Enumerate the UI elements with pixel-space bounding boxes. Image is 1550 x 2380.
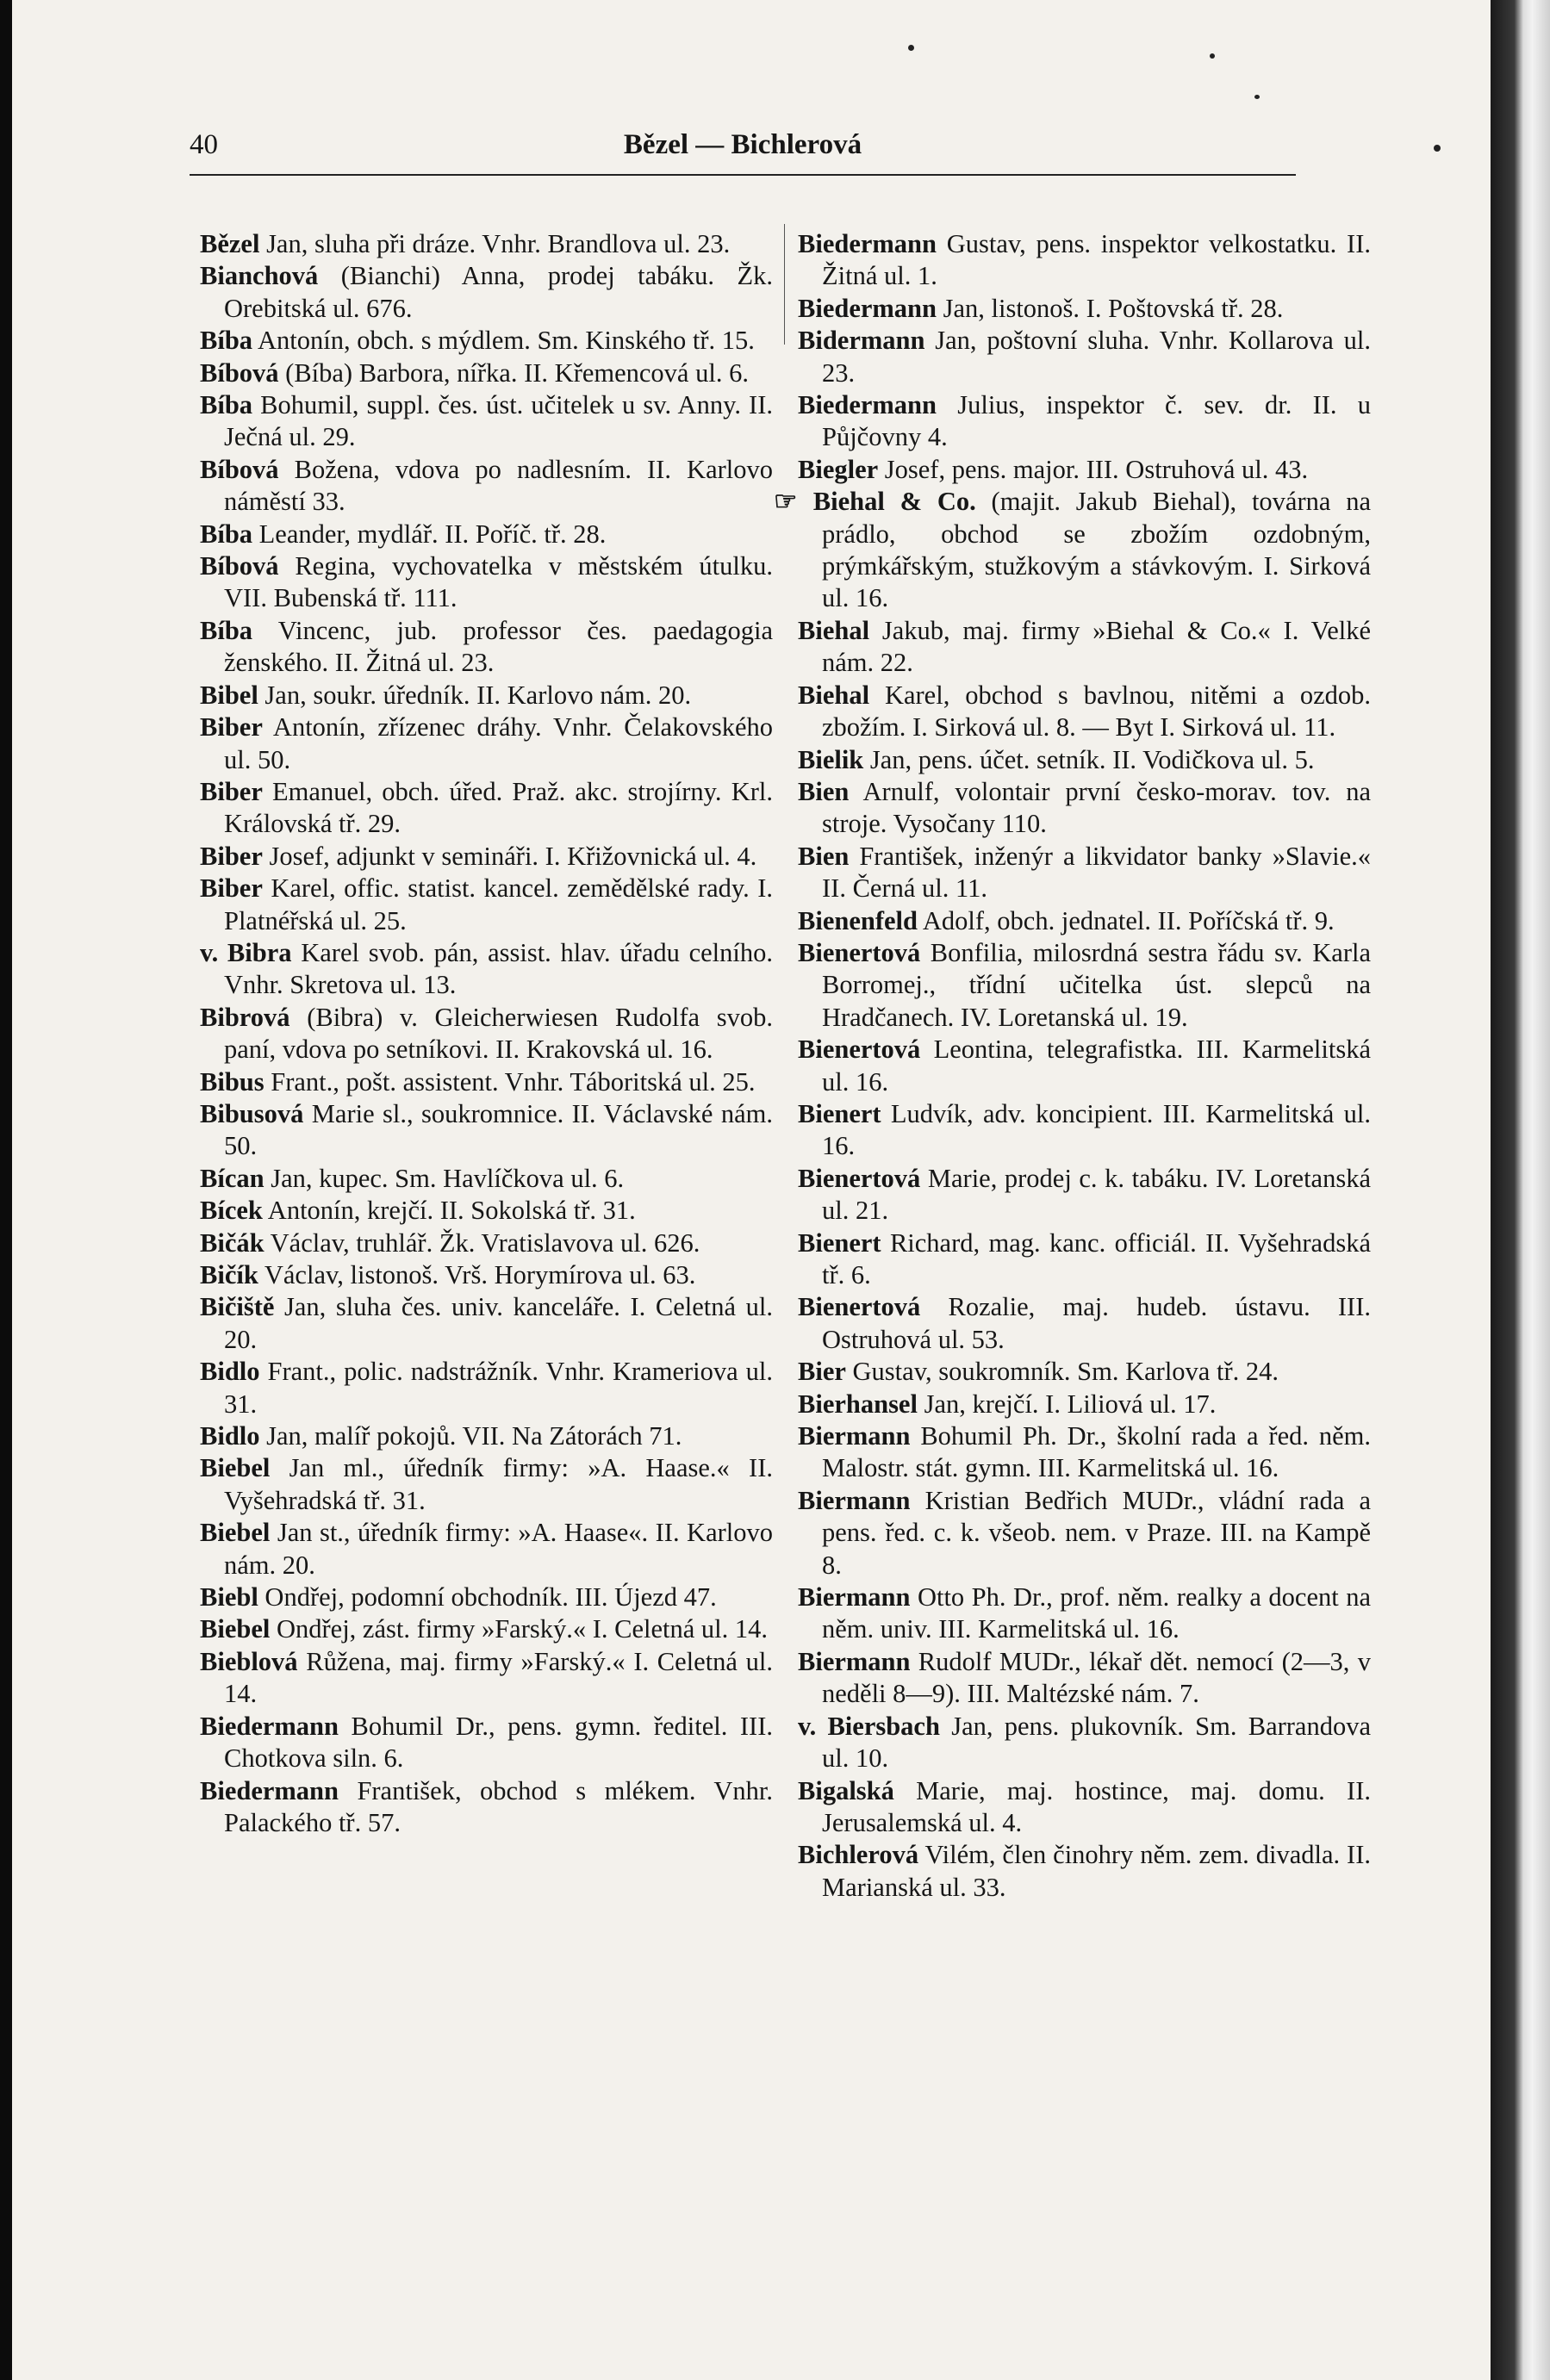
page-number: 40 [190,129,218,160]
directory-entry [798,1227,1371,1292]
entry-details: Rudolf MUDr., lékař dět. nemocí (2—3, v neděli 8—9). III. Maltézské nám. 7. [822,1646,1371,1709]
directory-entry [200,1227,773,1259]
entry-name: Biehal [798,680,870,710]
entry-details: Jan, soukr. úředník. II. Karlovo nám. 20. [258,680,692,710]
directory-entry [798,1356,1371,1388]
directory-entry [798,1098,1371,1163]
entry-details: Rozalie, maj. hudeb. ústavu. III. Ostruhová ul. 53. [822,1292,1371,1354]
right-column [774,228,1371,1904]
directory-entry [200,1775,773,1840]
entry-details: (Bianchi) Anna, prodej tabáku. Žk. Orebitská ul. 676. [224,261,773,323]
entry-name: Bichlerová [798,1840,919,1870]
entry-details: Leontina, telegrafistka. III. Karmelitská ul. 16. [822,1035,1371,1097]
entry-details: Emanuel, obch. úřed. Praž. akc. strojírny. Krl. Královská tř. 29. [224,776,773,839]
directory-entry [200,228,773,260]
directory-entry [200,1452,773,1517]
left-column [200,228,773,1839]
directory-entry [200,454,773,519]
directory-entry [200,357,773,389]
entry-name: Bidlo [200,1421,260,1451]
entry-details: Antonín, zřízenec dráhy. Vnhr. Čelakovského ul. 50. [224,712,773,774]
directory-entry [798,1711,1371,1775]
entry-details: Jan, krejčí. I. Liliová ul. 17. [917,1389,1217,1419]
directory-entry [200,1613,773,1645]
entry-name: v. Biersbach [798,1711,940,1741]
entry-details: Václav, listonoš. Vrš. Horymírova ul. 63. [258,1260,696,1289]
directory-entry [798,680,1371,744]
entry-details: Karel, offic. statist. kancel. zemědělské rady. I. Platnéřská ul. 25. [224,873,773,935]
entry-details: Otto Ph. Dr., prof. něm. realky a docent na něm. univ. III. Karmelitská ul. 16. [822,1582,1371,1644]
entry-name: Bianchová [200,261,319,291]
directory-entry [200,1291,773,1356]
entry-name: Bienertová [798,1163,921,1193]
entry-details: Frant., pošt. assistent. Vnhr. Táboritská ul. 25. [264,1066,756,1097]
directory-entry [798,1420,1371,1485]
directory-entry [200,260,773,325]
entry-details: Růžena, maj. firmy »Farský.« I. Celetná ul. 14. [224,1646,773,1709]
entry-name: Bier [798,1357,846,1387]
entry-details: Josef, adjunkt v semináři. I. Křižovnická ul. 4. [262,841,757,871]
directory-entry [200,550,773,615]
entry-details: Richard, mag. kanc. officiál. II. Vyšehradská tř. 6. [822,1227,1371,1289]
entry-name: Bierhansel [798,1389,918,1419]
page-edge [1491,0,1550,2380]
entry-name: Bien [798,841,850,871]
entry-name: Biermann [798,1485,911,1515]
entry-details: Jan, malíř pokojů. VII. Na Zátorách 71. [259,1421,682,1451]
entry-name: Biber [200,841,263,871]
directory-entry [798,776,1371,841]
directory-entry [200,519,773,550]
entry-details: Marie, prodej c. k. tabáku. IV. Loretanská ul. 21. [822,1163,1371,1226]
directory-entry [798,1034,1371,1098]
entry-details: Bohumil, suppl. čes. úst. učitelek u sv. Anny. II. Ječná ul. 29. [224,390,773,452]
entry-details: Gustav, pens. inspektor velkostatku. II. Žitná ul. 1. [822,229,1371,291]
ink-speck [908,45,914,51]
entry-name: Bičík [200,1260,258,1289]
running-head: Bězel — Bichlerová [623,129,862,160]
entry-name: Bidlo [200,1357,260,1387]
entry-name: Biermann [798,1646,911,1676]
entry-name: Bibusová [200,1098,304,1128]
entry-name: Bienertová [798,1292,921,1322]
directory-entry [798,389,1371,454]
directory-entry [798,744,1371,776]
entry-name: Biebl [200,1582,258,1613]
entry-name: Biedermann [200,1775,339,1805]
entry-details: Bonfilia, milosrdná sestra řádu sv. Karla Borromej., třídní učitelka úst. slepců na Hradčanech. IV. Loretanská ul. 19. [822,937,1371,1032]
entry-name: Bienenfeld [798,905,918,935]
entry-details: Regina, vychovatelka v městském útulku. VII. Bubenská tř. 111. [224,551,773,613]
ink-speck [1434,145,1441,152]
directory-entry [200,1581,773,1613]
entry-details: Jan ml., úředník firmy: »A. Haase.« II. Vyšehradská tř. 31. [224,1453,773,1515]
entry-name: Bícan [200,1163,265,1193]
entry-details: Vilém, člen činohry něm. zem. divadla. II. Marianská ul. 33. [822,1840,1371,1902]
directory-entry [200,1259,773,1291]
directory-entry [200,1163,773,1195]
entry-name: Biebel [200,1614,271,1644]
directory-entry [200,1711,773,1775]
directory-entry [798,1163,1371,1227]
entry-name: Biedermann [798,229,937,258]
entry-name: Bězel [200,229,260,258]
directory-entry [200,1517,773,1581]
directory-entry [200,841,773,873]
entry-name: Bíba [200,519,253,549]
entry-name: Biber [200,712,263,743]
entry-details: (Bibra) v. Gleicherwiesen Rudolfa svob. paní, vdova po setníkovi. II. Krakovská ul. 16. [224,1002,773,1065]
entry-name: Bíba [200,390,253,420]
directory-entry [200,1420,773,1452]
directory-entry [798,905,1371,937]
entry-name: Bigalská [798,1775,894,1805]
entry-name: Biebel [200,1518,271,1548]
entry-details: Jan, sluha při dráze. Vnhr. Brandlova ul. 23. [259,229,731,258]
directory-entry [798,1389,1371,1420]
entry-name: Bienert [798,1227,881,1258]
entry-name: Biber [200,873,263,904]
entry-name: Bibus [200,1066,265,1097]
directory-entry [798,1775,1371,1840]
directory-entry [200,325,773,357]
entry-name: Biermann [798,1421,911,1451]
entry-details: Karel, obchod s bavlnou, nitěmi a ozdob. zbožím. I. Sirková ul. 8. — Byt I. Sirková ul. 11. [822,680,1371,743]
directory-entry [200,1646,773,1711]
entry-name: Bíbová [200,551,279,581]
entry-name: Bíba [200,615,253,645]
directory-entry [200,615,773,680]
entry-details: Jan, poštovní sluha. Vnhr. Kollarova ul. 23. [822,326,1371,388]
directory-entry [798,1646,1371,1711]
entry-name: Bielik [798,744,864,774]
entry-details: Vincenc, jub. professor čes. paedagogia ženského. II. Žitná ul. 23. [224,615,773,678]
entry-details: Bohumil Dr., pens. gymn. ředitel. III. Chotkova siln. 6. [224,1711,773,1774]
entry-details: František, inženýr a likvidator banky »Slavie.« II. Černá ul. 11. [822,841,1371,904]
directory-entry [798,293,1371,325]
entry-details: Frant., polic. nadstrážník. Vnhr. Krameriova ul. 31. [224,1357,773,1419]
entry-details: Jan, kupec. Sm. Havlíčkova ul. 6. [264,1163,625,1193]
directory-entry [200,712,773,776]
entry-details: Jan, listonoš. I. Poštovská tř. 28. [936,293,1284,323]
directory-entry [798,1485,1371,1581]
directory-page [12,0,1491,2380]
entry-details: Antonín, obch. s mýdlem. Sm. Kinského tř. 15. [252,326,755,356]
entry-details: Ludvík, adv. koncipient. III. Karmelitská ul. 16. [822,1098,1371,1161]
entry-name: Biebel [200,1453,271,1483]
entry-details: Arnulf, volontair první česko-morav. tov. na stroje. Vysočany 110. [822,776,1371,839]
entry-name: Bíbová [200,454,279,484]
entry-details: Karel svob. pán, assist. hlav. úřadu celního. Vnhr. Skretova ul. 13. [224,937,773,1000]
page-header [190,129,1296,176]
entry-details: Jan st., úředník firmy: »A. Haase«. II. Karlovo nám. 20. [224,1518,773,1580]
directory-entry [200,680,773,712]
entry-name: Bien [798,776,850,806]
directory-entry [798,841,1371,905]
entry-name: Bibrová [200,1002,290,1032]
directory-entry [200,389,773,454]
entry-name: Bibel [200,680,258,710]
entry-details: Marie, maj. hostince, maj. domu. II. Jerusalemská ul. 4. [822,1775,1371,1837]
entry-name: Biegler [798,454,879,484]
entry-details: Ondřej, podomní obchodník. III. Újezd 47. [258,1582,717,1613]
entry-details: Jan, sluha čes. univ. kanceláře. I. Celetná ul. 20. [224,1292,773,1354]
entry-details: Václav, truhlář. Žk. Vratislavova ul. 626. [264,1227,700,1258]
entry-details: Ondřej, zást. firmy »Farský.« I. Celetná ul. 14. [270,1614,769,1644]
directory-entry [798,937,1371,1034]
entry-details: (Bíba) Barbora, nířka. II. Křemencová ul. 6. [278,357,749,388]
directory-entry [798,1291,1371,1356]
entry-name: Bícek [200,1196,263,1226]
entry-details: František, obchod s mlékem. Vnhr. Palackého tř. 57. [224,1775,773,1837]
entry-name: Biermann [798,1582,911,1613]
directory-entry [200,937,773,1002]
entry-details: Julius, inspektor č. sev. dr. II. u Půjčovny 4. [822,390,1371,452]
entry-name: Bíba [200,326,253,356]
directory-entry [798,615,1371,680]
entry-name: v. Bibra [200,937,292,967]
entry-name: Bidermann [798,326,925,356]
entry-name: Bieblová [200,1646,298,1676]
ink-speck [1254,95,1260,99]
entry-details: Leander, mydlář. II. Poříč. tř. 28. [252,519,607,549]
directory-entry [200,1002,773,1066]
directory-entry [200,1098,773,1163]
entry-details: Marie sl., soukromnice. II. Václavské nám. 50. [224,1098,773,1161]
entry-details: Adolf, obch. jednatel. II. Poříčská tř. 9. [917,905,1335,935]
entry-details: Jakub, maj. firmy »Biehal & Co.« I. Velké nám. 22. [822,615,1371,678]
directory-entry [200,1356,773,1420]
directory-entry [798,454,1371,486]
directory-entry [798,1581,1371,1646]
entry-details: Jan, pens. účet. setník. II. Vodičkova ul. 5. [863,744,1315,774]
entry-name: Biedermann [200,1711,339,1741]
directory-entry [200,776,773,841]
directory-entry: ☞ Biehal & Co. (majit. Jakub Biehal), továrna na prádlo, obchod se zbožím ozdobným, prýmkářským, stužkovým a stávkovým. I. Sirková ul. 16. [774,487,1371,613]
entry-name: Bienert [798,1098,881,1128]
entry-name: Bičiště [200,1292,275,1322]
entry-details: Bohumil Ph. Dr., školní rada a řed. něm. Malostr. stát. gymn. III. Karmelitská ul. 16. [822,1421,1371,1483]
entry-name: Biehal & Co. [812,487,976,517]
entry-details: Josef, pens. major. III. Ostruhová ul. 43. [878,454,1309,484]
directory-entry [798,1839,1371,1904]
entry-name: Biedermann [798,390,937,420]
entry-name: Bienertová [798,937,921,967]
entry-details: Božena, vdova po nadlesním. II. Karlovo náměstí 33. [224,454,773,517]
entry-name: Biehal [798,615,870,645]
entry-name: Biedermann [798,293,937,323]
column-divider [784,224,785,345]
entry-name: Bienertová [798,1035,921,1065]
entry-details: Jan, pens. plukovník. Sm. Barrandova ul. 10. [822,1711,1371,1774]
directory-entry [798,325,1371,389]
entry-name: Bičák [200,1227,265,1258]
entry-details: (majit. Jakub Biehal), továrna na prádlo, obchod se zbožím ozdobným, prýmkářským, stužkovým a stávkovým. I. Sirková ul. 16. [822,487,1371,613]
entry-name: Biber [200,776,263,806]
directory-entry [798,228,1371,293]
entry-details: Kristian Bedřich MUDr., vládní rada a pens. řed. c. k. všeob. nem. v Praze. III. na Kampě 8. [822,1485,1371,1580]
directory-entry [200,1066,773,1098]
directory-entry [200,1195,773,1227]
entry-details: Gustav, soukromník. Sm. Karlova tř. 24. [845,1357,1279,1387]
ink-speck [1210,53,1215,59]
directory-entry [200,873,773,937]
entry-details: Antonín, krejčí. II. Sokolská tř. 31. [262,1196,636,1226]
entry-name: Bíbová [200,357,279,388]
